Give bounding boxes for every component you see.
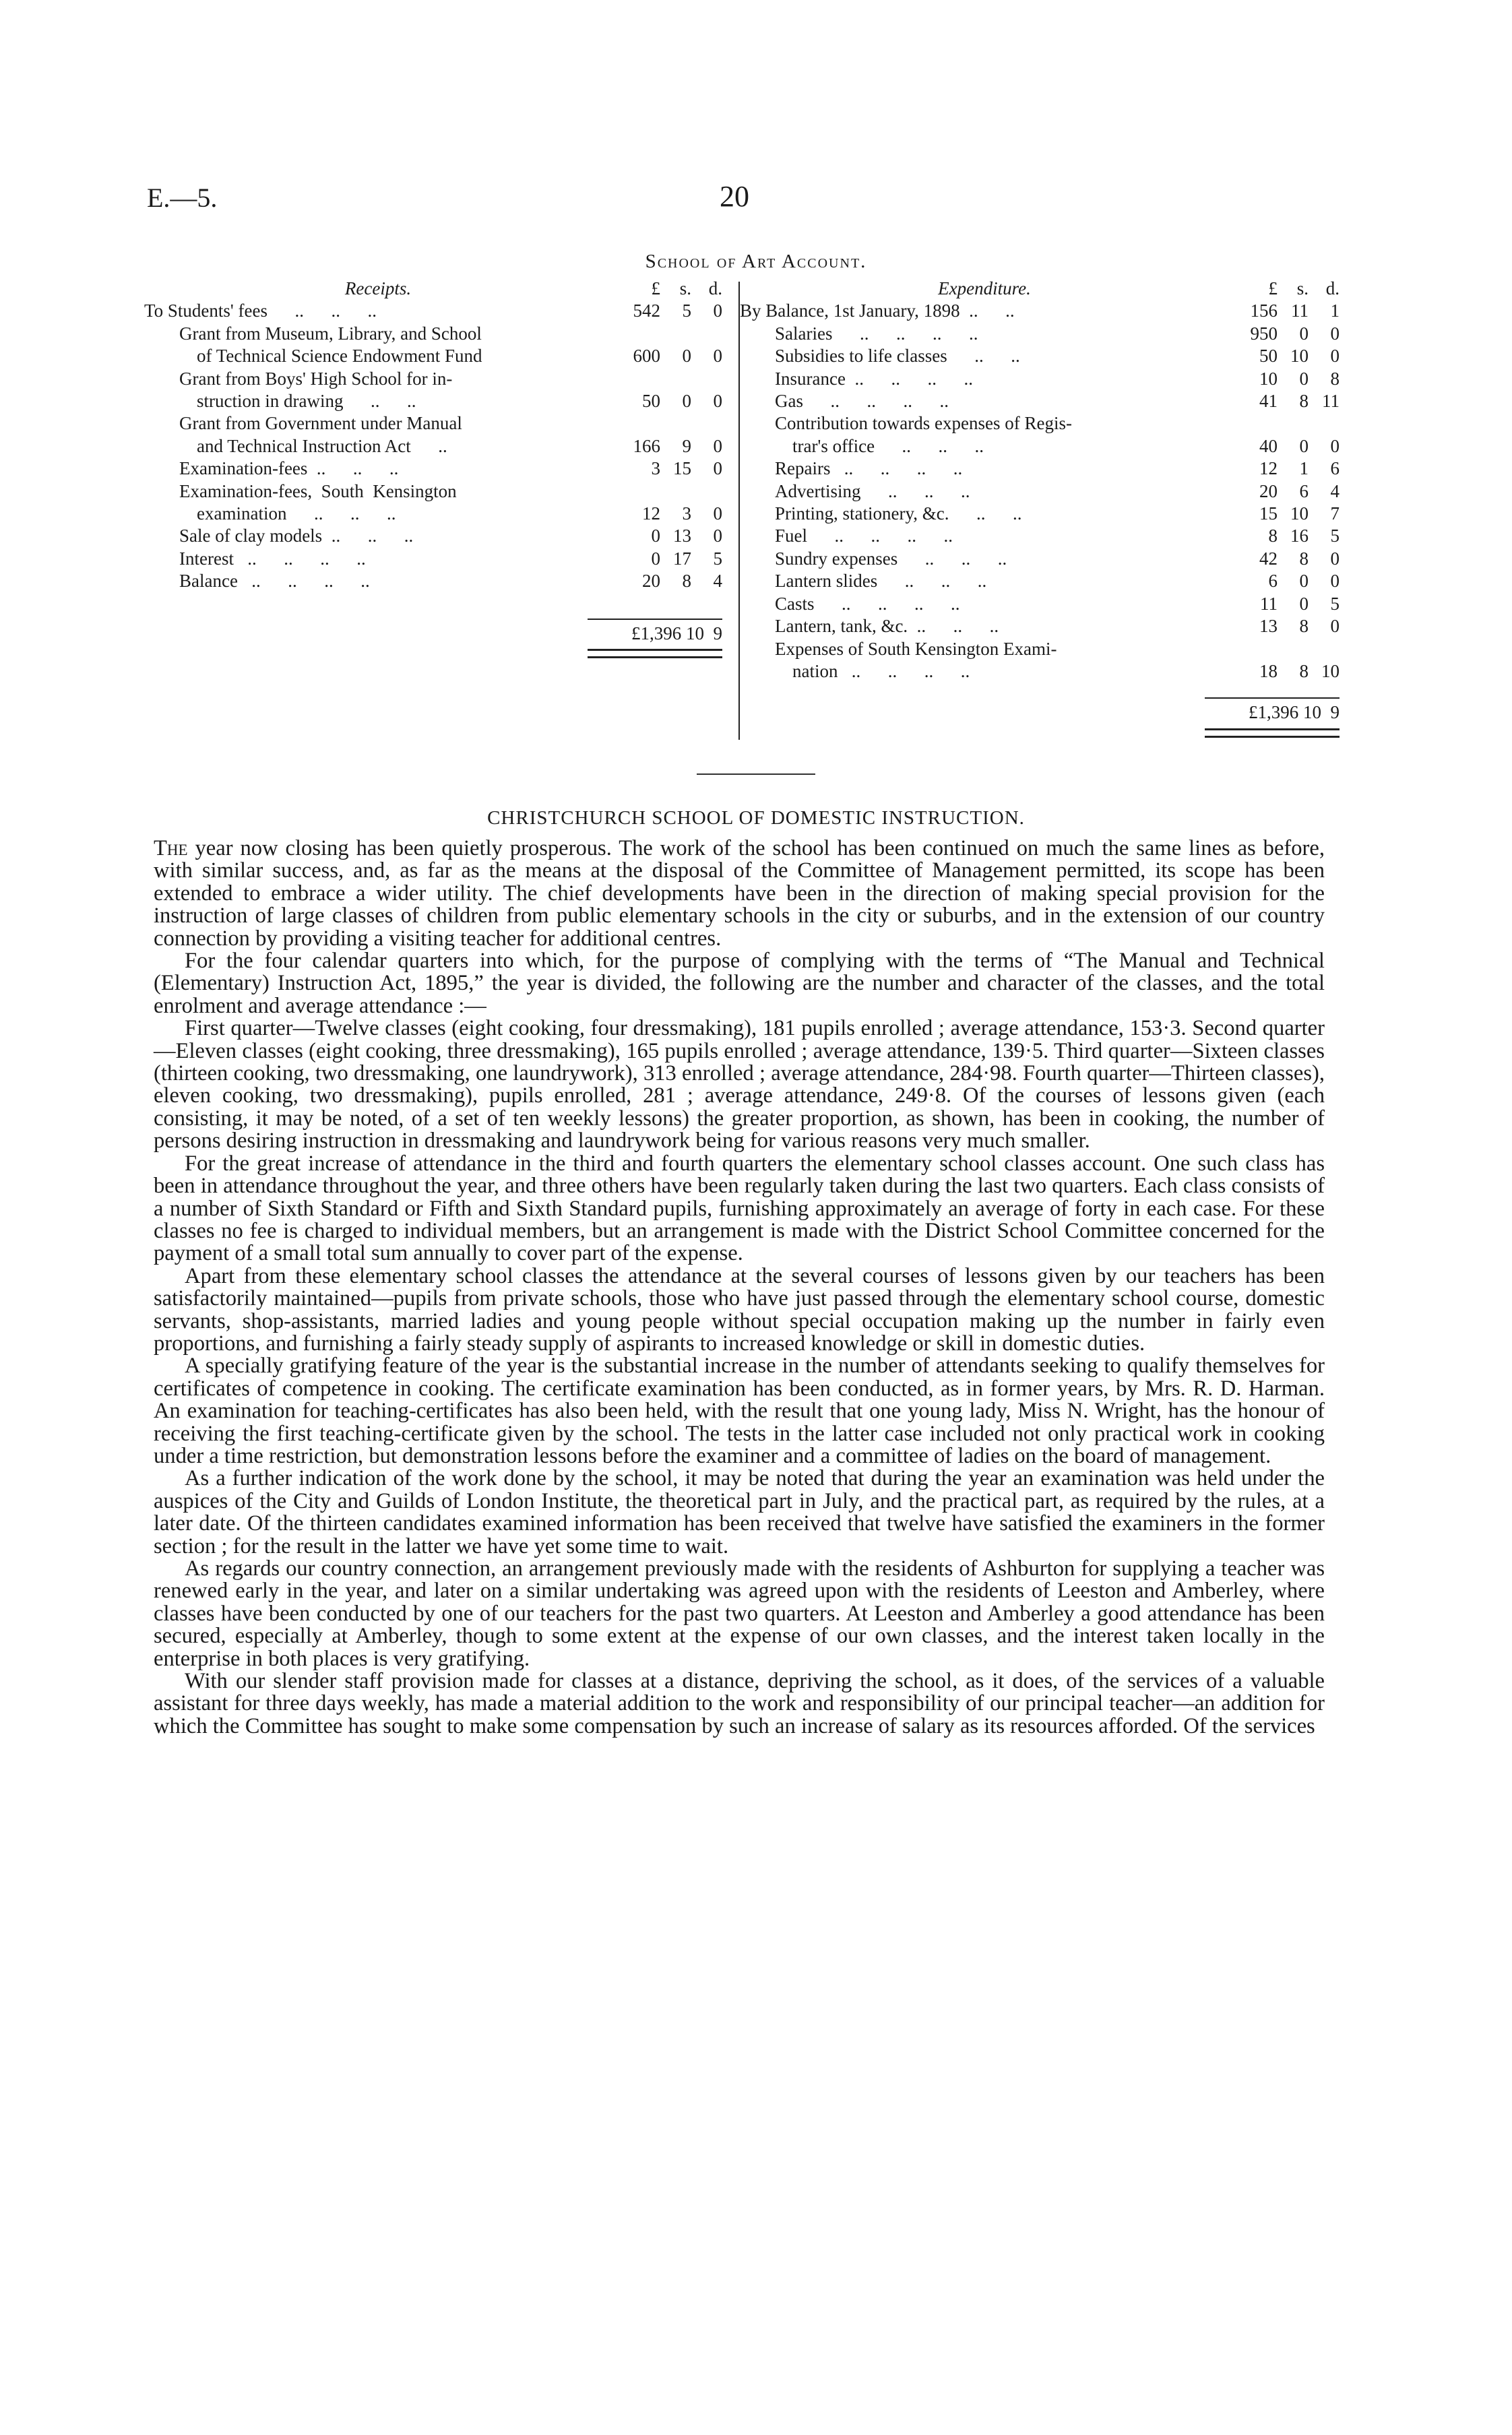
- pence-value: 8: [1330, 368, 1340, 389]
- receipts-total: £1,396 10 9: [631, 623, 722, 643]
- account-line-text: Gas .. .. .. ..: [775, 391, 949, 412]
- account-line: [740, 300, 1340, 322]
- account-line-text: Expenses of South Kensington Exami-: [775, 638, 1057, 659]
- account-line: [740, 638, 1340, 660]
- report-code: E.—5.: [147, 183, 218, 213]
- expenditure-rows: [740, 300, 1340, 683]
- pence-value: 0: [1330, 346, 1340, 367]
- account-line: [740, 457, 1340, 480]
- lead-word: The: [154, 836, 188, 860]
- pence-value: 4: [1330, 480, 1340, 501]
- account-line-text: and Technical Instruction Act ..: [197, 435, 447, 456]
- pence-value: 5: [1330, 526, 1340, 546]
- shillings-value: 0: [1299, 368, 1309, 389]
- pence-value: 0: [713, 346, 722, 367]
- account-line: [740, 593, 1340, 615]
- pounds-value: 12: [642, 503, 660, 524]
- shillings-value: 8: [1299, 660, 1309, 681]
- account-line-text: Subsidies to life classes .. ..: [775, 346, 1020, 367]
- pence-value: 6: [1330, 458, 1340, 479]
- pounds-value: 12: [1259, 458, 1278, 479]
- pounds-value: 11: [1260, 593, 1278, 614]
- account-line-text: To Students' fees .. .. ..: [144, 301, 377, 321]
- account-line: [144, 300, 737, 322]
- account-line-text: of Technical Science Endowment Fund: [197, 346, 482, 367]
- shillings-value: 0: [682, 346, 691, 367]
- account-line: [740, 570, 1340, 592]
- pounds-value: 13: [1259, 616, 1278, 637]
- account-line: [740, 345, 1340, 367]
- account-line-text: Sale of clay models .. .. ..: [179, 526, 414, 546]
- account-line: [144, 435, 737, 457]
- pounds-value: 50: [642, 391, 660, 412]
- shillings-value: 10: [1290, 346, 1309, 367]
- account-line: [740, 525, 1340, 547]
- receipts-rows: [144, 300, 737, 592]
- account-line: [740, 503, 1340, 525]
- receipts-header: [144, 278, 737, 300]
- shillings-value: 8: [682, 571, 691, 592]
- account-line: [144, 368, 737, 390]
- shillings-value: 17: [673, 548, 691, 569]
- shillings-heading: s.: [679, 278, 691, 298]
- account-line: [740, 412, 1340, 435]
- pounds-value: 41: [1259, 391, 1278, 412]
- pounds-value: 15: [1259, 503, 1278, 524]
- pence-value: 0: [713, 435, 722, 456]
- double-rule: [1205, 728, 1340, 738]
- pounds-value: 50: [1259, 346, 1278, 367]
- paragraph-text: year now closing has been quietly prosperous. The work of the school has been continued on much the same lines as before, with similar success, and, as far as the means at the disposal of the Committee of Management permitted, its scope has been extended to embrace a wider utility. The chief developments have been in the direction of making special provision for the instruction of large classes of children from public elementary schools in the city or suburbs, and in the extension of our country connection by providing a visiting teacher for additional centres.: [154, 836, 1325, 951]
- expenditure-header: [740, 278, 1340, 300]
- pence-value: 0: [713, 458, 722, 479]
- account-line-text: Fuel .. .. .. ..: [775, 526, 953, 546]
- paragraph: First quarter—Twelve classes (eight cooking, four dressmaking), 181 pupils enrolled ; average attendance, 153·3. Second quarter—Eleven classes (eight cooking, three dressmaking), 165 pupils enrolled ; average attendance, 139·5. Third quarter—Sixteen classes (thirteen cooking, two dressmaking, one laundrywork), 313 enrolled ; average attendance, 284·98. Fourth quarter—Thirteen classes), eleven cooking, two dressmaking), pupils enrolled, 281 ; average attendance, 249·8. Of the courses of lessons given (each consisting, it may be noted, of a set of ten weekly lessons) the greater proportion, as shown, has been in cooking, the number of persons desiring instruction in dressmaking and laundrywork being for various reasons very much smaller.: [154, 1016, 1325, 1153]
- account-line: [144, 412, 737, 435]
- shillings-value: 0: [1299, 593, 1309, 614]
- paragraph: A specially gratifying feature of the year is the substantial increase in the number of attendants seeking to qualify themselves for certificates of competence in cooking. The certificate examination has been conducted, as in former years, by Mrs. R. D. Harman. An examination for teaching-certificates has also been held, with the result that one young lady, Miss N. Wright, has the honour of receiving the first teaching-certificate given by the school. The tests in the latter case included not only practical work in cooking under a time restriction, but demonstration lessons before the examiner and a committee of ladies on the board of management.: [154, 1354, 1325, 1468]
- pence-value: 4: [713, 571, 722, 592]
- account-line: [144, 503, 737, 525]
- pence-value: 0: [1330, 548, 1340, 569]
- account-line: [144, 570, 737, 592]
- pounds-value: 156: [1250, 301, 1278, 321]
- pounds-value: 166: [633, 435, 660, 456]
- pounds-value: 950: [1250, 323, 1278, 344]
- pence-value: 11: [1322, 391, 1340, 412]
- pounds-value: 40: [1259, 435, 1278, 456]
- account-line: [144, 480, 737, 503]
- pence-value: 0: [713, 526, 722, 546]
- receipts-heading: Receipts.: [344, 278, 412, 298]
- paragraph: With our slender staff provision made for classes at a distance, depriving the school, as it does, of the services of a valuable assistant for three days weekly, has made a material addition to the work and responsibility of our principal teacher—an addition for which the Committee has sought to make some compensation by such an increase of salary as its resources afforded. Of the services: [154, 1669, 1325, 1738]
- account-line: [144, 457, 737, 480]
- pence-value: 0: [1330, 323, 1340, 344]
- section-title: CHRISTCHURCH SCHOOL OF DOMESTIC INSTRUCTION.: [487, 807, 1025, 829]
- pence-value: 0: [713, 301, 722, 321]
- account-line-text: Lantern slides .. .. ..: [775, 571, 987, 592]
- shillings-value: 8: [1299, 548, 1309, 569]
- shillings-value: 10: [1290, 503, 1309, 524]
- pence-value: 0: [713, 391, 722, 412]
- pounds-value: 20: [642, 571, 660, 592]
- paragraph: For the four calendar quarters into which, for the purpose of complying with the terms of “The Manual and Technical (Elementary) Instruction Act, 1895,” the year is divided, the following are the number and character of the classes, and the total enrolment and average attendance :—: [154, 949, 1325, 1018]
- account-line: [740, 390, 1340, 412]
- account-line-text: trar's office .. .. ..: [792, 435, 984, 456]
- account-line-text: examination .. .. ..: [197, 503, 396, 524]
- pounds-value: 42: [1259, 548, 1278, 569]
- section-separator: [697, 773, 815, 775]
- account-line: [740, 660, 1340, 683]
- pounds-value: 0: [651, 548, 660, 569]
- pence-value: 0: [1330, 616, 1340, 637]
- account-line: [740, 615, 1340, 637]
- pence-value: 5: [1330, 593, 1340, 614]
- shillings-value: 9: [682, 435, 691, 456]
- account-line-text: Balance .. .. .. ..: [179, 571, 370, 592]
- account-line-text: Sundry expenses .. .. ..: [775, 548, 1007, 569]
- shillings-value: 5: [682, 301, 691, 321]
- shillings-value: 8: [1299, 391, 1309, 412]
- account-line-text: struction in drawing .. ..: [197, 391, 416, 412]
- paragraph: As regards our country connection, an arrangement previously made with the residents of Ashburton for supplying a teacher was renewed early in the year, and later on a similar undertaking was agreed upon with the residents of Leeston and Amberley, where classes have been conducted by one of our teachers for the past two quarters. At Leeston and Amberley a good attendance has been secured, especially at Amberley, though to some extent at the expense of our own classes, and the interest taken locally in the enterprise in both places is very gratifying.: [154, 1556, 1325, 1671]
- shillings-value: 13: [673, 526, 691, 546]
- account-line: [144, 525, 737, 547]
- shillings-value: 15: [673, 458, 691, 479]
- pounds-value: 10: [1259, 368, 1278, 389]
- pounds-value: 542: [633, 301, 660, 321]
- shillings-value: 11: [1291, 301, 1309, 321]
- account-line-text: By Balance, 1st January, 1898 .. ..: [740, 301, 1015, 321]
- shillings-value: 0: [1299, 571, 1309, 592]
- page-number: 20: [720, 180, 749, 213]
- pounds-value: 3: [651, 458, 660, 479]
- shillings-value: 16: [1290, 526, 1309, 546]
- pence-heading: d.: [708, 278, 722, 298]
- pence-value: 0: [1330, 571, 1340, 592]
- account-line-text: Examination-fees .. .. ..: [179, 458, 399, 479]
- account-title: School of Art Account.: [645, 251, 867, 272]
- pence-heading: d.: [1325, 278, 1340, 298]
- shillings-heading: s.: [1296, 278, 1309, 298]
- double-rule: [588, 649, 722, 658]
- shillings-value: 0: [682, 391, 691, 412]
- pounds-heading: £: [1268, 278, 1278, 298]
- account-line: [144, 548, 737, 570]
- account-line-text: Printing, stationery, &c. .. ..: [775, 503, 1022, 524]
- pence-value: 0: [713, 503, 722, 524]
- account-line-text: Salaries .. .. .. ..: [775, 323, 978, 344]
- pounds-value: 20: [1259, 480, 1278, 501]
- account-line: [740, 480, 1340, 503]
- account-line-text: Examination-fees, South Kensington: [179, 480, 457, 501]
- receipts-column: [144, 278, 737, 658]
- account-line-text: Repairs .. .. .. ..: [775, 458, 963, 479]
- shillings-value: 6: [1299, 480, 1309, 501]
- account-line: [740, 548, 1340, 570]
- paragraph: As a further indication of the work done by the school, it may be noted that during the year an examination was held under the auspices of the City and Guilds of London Institute, the theoretical part in July, and the practical part, as required by the rules, at a later date. Of the thirteen candidates examined information has been received that twelve have satisfied the examiners in the former section ; for the result in the latter we have yet some time to wait.: [154, 1466, 1325, 1558]
- expenditure-heading: Expenditure.: [938, 278, 1031, 298]
- pence-value: 0: [1330, 435, 1340, 456]
- shillings-value: 0: [1299, 435, 1309, 456]
- account-line: [144, 323, 737, 345]
- account-line-text: Interest .. .. .. ..: [179, 548, 366, 569]
- shillings-value: 1: [1299, 458, 1309, 479]
- pounds-heading: £: [651, 278, 660, 298]
- account-line-text: Insurance .. .. .. ..: [775, 368, 973, 389]
- account-line-text: Grant from Boys' High School for in-: [179, 368, 453, 389]
- pounds-value: 0: [651, 526, 660, 546]
- pence-value: 1: [1330, 301, 1340, 321]
- account-line-text: Lantern, tank, &c. .. .. ..: [775, 616, 999, 637]
- pence-value: 7: [1330, 503, 1340, 524]
- account-line: [144, 390, 737, 412]
- account-line-text: Grant from Government under Manual: [179, 413, 462, 434]
- account-line-text: Grant from Museum, Library, and School: [179, 323, 482, 344]
- pounds-value: 8: [1268, 526, 1278, 546]
- receipts-total-row: [144, 619, 737, 658]
- paragraph: For the great increase of attendance in the third and fourth quarters the elementary school classes account. One such class has been in attendance throughout the year, and three others have been regularly taken during the last two quarters. Each class consists of a number of Sixth Standard or Fifth and Sixth Standard pupils, furnishing approximately an average of forty in each case. For these classes no fee is charged to individual members, but an arrangement is made with the District School Committee concerned for the payment of a small total sum annually to cover part of the expense.: [154, 1151, 1325, 1266]
- expenditure-total: £1,396 10 9: [1249, 702, 1340, 723]
- pence-value: 5: [713, 548, 722, 569]
- pence-value: 10: [1321, 660, 1340, 681]
- account-line-text: Advertising .. .. ..: [775, 480, 970, 501]
- shillings-value: 0: [1299, 323, 1309, 344]
- section-body: [154, 837, 1325, 1738]
- pounds-value: 18: [1259, 660, 1278, 681]
- pounds-value: 600: [633, 346, 660, 367]
- pounds-value: 6: [1268, 571, 1278, 592]
- account-line-text: Contribution towards expenses of Regis-: [775, 413, 1072, 434]
- expenditure-total-row: [740, 697, 1340, 737]
- account-line-text: nation .. .. .. ..: [792, 660, 970, 681]
- paragraph: Apart from these elementary school classes the attendance at the several courses of lessons given by our teachers has been satisfactorily maintained—pupils from private schools, those who have just passed through the elementary school course, domestic servants, shop-assistants, married ladies and young people without special occupation making up the number in fairly even proportions, and furnishing a fairly steady supply of aspirants to increased knowledge or skill in domestic duties.: [154, 1263, 1325, 1356]
- account-line: [740, 368, 1340, 390]
- shillings-value: 3: [682, 503, 691, 524]
- shillings-value: 8: [1299, 616, 1309, 637]
- paragraph: [154, 837, 1325, 950]
- account-line: [740, 435, 1340, 457]
- account-line: [144, 345, 737, 367]
- expenditure-column: [740, 278, 1340, 738]
- account-line: [740, 323, 1340, 345]
- account-line-text: Casts .. .. .. ..: [775, 593, 960, 614]
